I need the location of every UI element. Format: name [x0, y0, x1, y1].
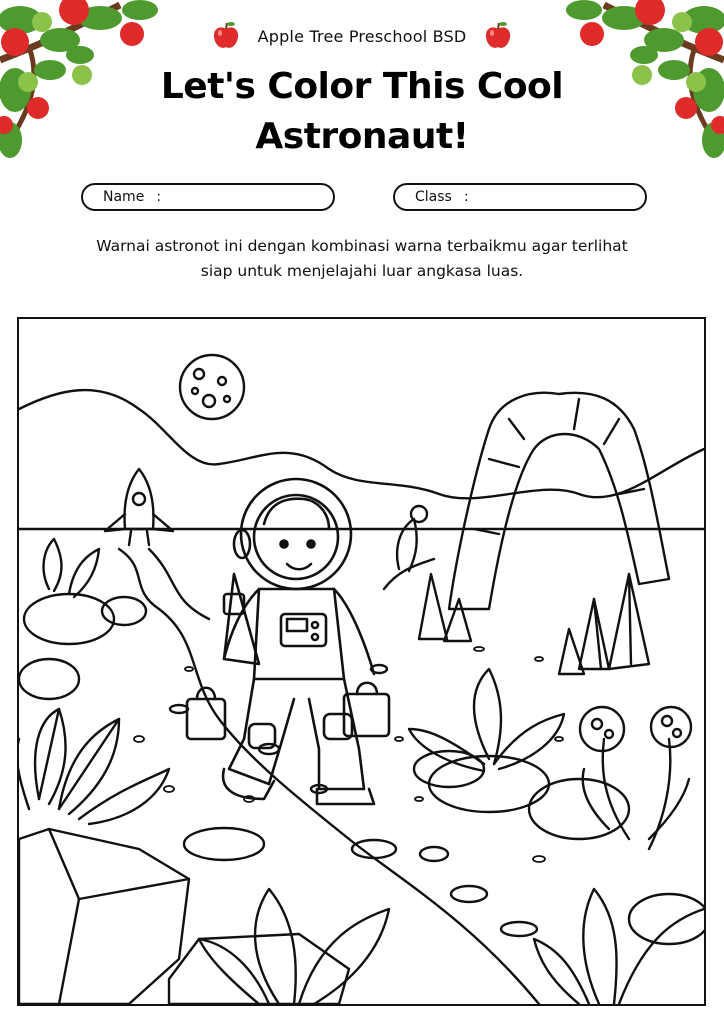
plants-center [384, 506, 564, 771]
class-separator: : [463, 189, 469, 205]
page-title [110, 62, 614, 162]
boulders [19, 829, 349, 1004]
coloring-frame [17, 317, 706, 1006]
apple-icon [210, 20, 242, 52]
name-field[interactable] [81, 183, 335, 211]
apple-icon [482, 20, 514, 52]
rocket [105, 469, 173, 545]
class-label: Class [415, 189, 452, 205]
name-label: Name [103, 189, 145, 205]
stone-arch [449, 393, 669, 609]
school-name: Apple Tree Preschool BSD [257, 26, 467, 46]
hills [19, 390, 704, 498]
crystals [419, 574, 649, 674]
instruction-line-2: siap untuk menjelajahi luar angkasa luas. [200, 262, 524, 280]
astronaut [187, 479, 389, 804]
title-line-1: Let's Color This Cool [160, 66, 564, 107]
plants-bottom [199, 889, 704, 1004]
alien-flowers [580, 707, 691, 849]
title-line-2: Astronaut! [255, 116, 469, 157]
instruction-text [60, 234, 664, 284]
moon [180, 355, 244, 419]
school-header [0, 18, 724, 54]
plants-left [19, 539, 169, 824]
astronaut-coloring-illustration [19, 319, 704, 1004]
instruction-line-1: Warnai astronot ini dengan kombinasi warna terbaikmu agar terlihat [96, 237, 628, 255]
name-separator: : [156, 189, 162, 205]
class-field[interactable] [393, 183, 647, 211]
